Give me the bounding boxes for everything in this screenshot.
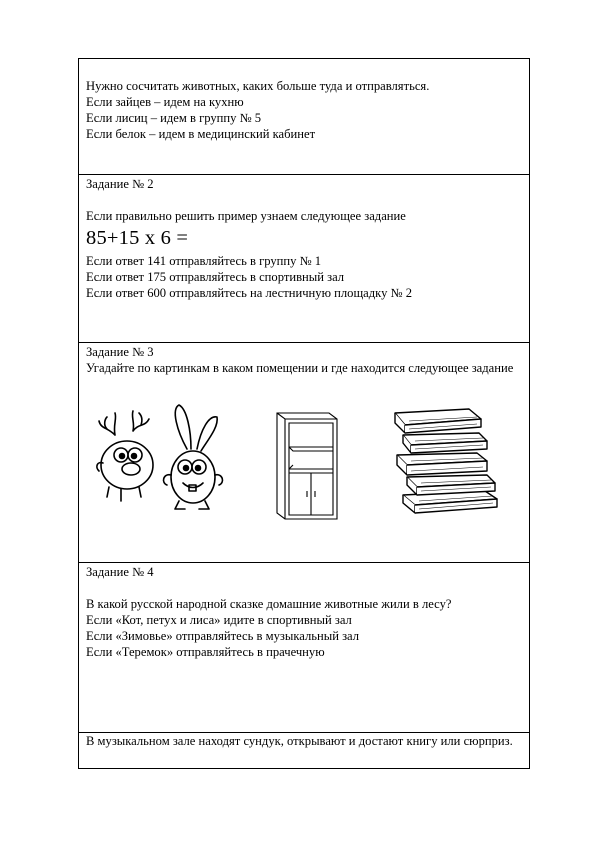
task4-answer: Если «Кот, петух и лиса» идите в спортивный зал	[86, 613, 352, 627]
task4-answer: Если «Теремок» отправляйтесь в прачечную	[86, 645, 325, 659]
task3-pictures	[79, 399, 529, 549]
task4-answer: Если «Зимовье» отправляйтесь в музыкальный зал	[86, 629, 360, 643]
task1-line: Если зайцев – идем на кухню	[86, 95, 244, 109]
moose-rabbit-picture	[93, 401, 233, 519]
task2-answer: Если ответ 141 отправляйтесь в группу № 1	[86, 254, 322, 268]
task3-title: Задание № 3	[86, 345, 154, 359]
final-text: В музыкальном зале находят сундук, открывают и достают книгу или сюрприз.	[86, 734, 513, 748]
spacer	[86, 580, 523, 596]
task3-cell	[79, 343, 529, 563]
task1-line: Нужно сосчитать животных, каких больше туда и отправляться.	[86, 79, 430, 93]
task1-line: Если лисиц – идем в группу № 5	[86, 111, 262, 125]
task2-example: 85+15 х 6 =	[86, 227, 189, 249]
task2-intro: Если правильно решить пример узнаем следующее задание	[86, 209, 406, 223]
spacer	[86, 192, 523, 208]
task1-line: Если белок – идем в медицинский кабинет	[86, 127, 316, 141]
task-table	[78, 58, 530, 769]
cabinet-picture	[259, 407, 345, 523]
final-cell	[79, 733, 529, 768]
task2-answer: Если ответ 600 отправляйтесь на лестничную площадку № 2	[86, 286, 413, 300]
task4-question: В какой русской народной сказке домашние животные жили в лесу?	[86, 597, 452, 611]
books-picture	[389, 399, 505, 519]
task1-cell	[79, 59, 529, 175]
task4-cell	[79, 563, 529, 733]
task2-title: Задание № 2	[86, 177, 154, 191]
task3-text: Угадайте по картинкам в каком помещении и где находится следующее задание	[86, 361, 514, 375]
task2-cell	[79, 175, 529, 343]
task4-title: Задание № 4	[86, 565, 154, 579]
task2-answer: Если ответ 175 отправляйтесь в спортивный зал	[86, 270, 345, 284]
